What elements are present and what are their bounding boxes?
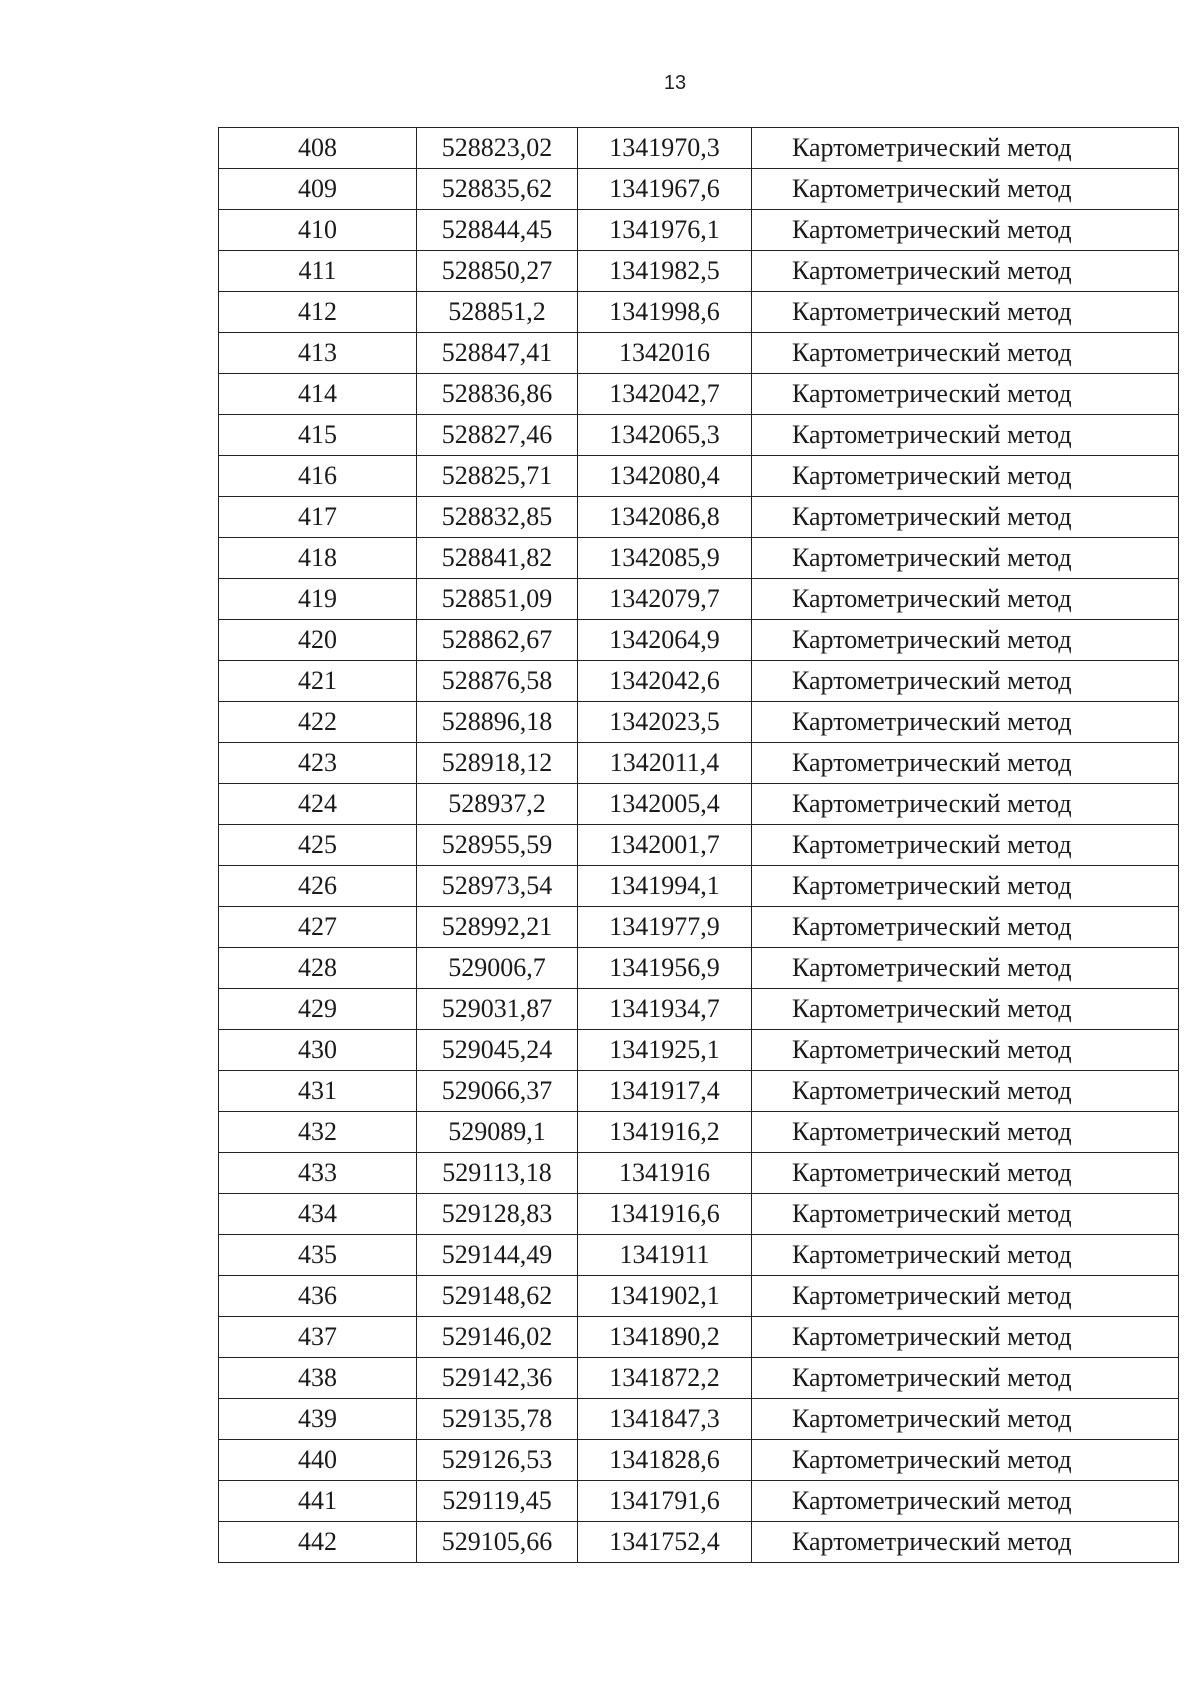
y-coordinate-cell: 1342086,8: [578, 497, 752, 538]
coordinates-table: [218, 127, 1179, 1563]
x-coordinate-cell: 528918,12: [417, 743, 578, 784]
point-number-cell: 438: [219, 1358, 417, 1399]
point-number-cell: 423: [219, 743, 417, 784]
method-cell: Картометрический метод: [752, 1399, 1179, 1440]
point-number-cell: 439: [219, 1399, 417, 1440]
x-coordinate-cell: 529128,83: [417, 1194, 578, 1235]
method-cell: Картометрический метод: [752, 1194, 1179, 1235]
x-coordinate-cell: 528851,2: [417, 292, 578, 333]
x-coordinate-cell: 528841,82: [417, 538, 578, 579]
method-cell: Картометрический метод: [752, 743, 1179, 784]
x-coordinate-cell: 528955,59: [417, 825, 578, 866]
x-coordinate-cell: 529066,37: [417, 1071, 578, 1112]
table-row: [219, 1481, 1179, 1522]
method-cell: Картометрический метод: [752, 1030, 1179, 1071]
table-row: [219, 538, 1179, 579]
method-cell: Картометрический метод: [752, 128, 1179, 169]
y-coordinate-cell: 1341994,1: [578, 866, 752, 907]
point-number-cell: 432: [219, 1112, 417, 1153]
table-row: [219, 825, 1179, 866]
y-coordinate-cell: 1341890,2: [578, 1317, 752, 1358]
y-coordinate-cell: 1341911: [578, 1235, 752, 1276]
method-cell: Картометрический метод: [752, 907, 1179, 948]
table-row: [219, 948, 1179, 989]
point-number-cell: 412: [219, 292, 417, 333]
point-number-cell: 431: [219, 1071, 417, 1112]
x-coordinate-cell: 528825,71: [417, 456, 578, 497]
x-coordinate-cell: 528835,62: [417, 169, 578, 210]
table-row: [219, 1194, 1179, 1235]
table-row: [219, 1276, 1179, 1317]
y-coordinate-cell: 1342079,7: [578, 579, 752, 620]
method-cell: Картометрический метод: [752, 497, 1179, 538]
x-coordinate-cell: 528937,2: [417, 784, 578, 825]
y-coordinate-cell: 1342042,7: [578, 374, 752, 415]
y-coordinate-cell: 1342011,4: [578, 743, 752, 784]
y-coordinate-cell: 1341977,9: [578, 907, 752, 948]
y-coordinate-cell: 1341967,6: [578, 169, 752, 210]
table-row: [219, 210, 1179, 251]
x-coordinate-cell: 529142,36: [417, 1358, 578, 1399]
method-cell: Картометрический метод: [752, 1481, 1179, 1522]
point-number-cell: 441: [219, 1481, 417, 1522]
method-cell: Картометрический метод: [752, 1522, 1179, 1563]
method-cell: Картометрический метод: [752, 702, 1179, 743]
table-row: [219, 1317, 1179, 1358]
method-cell: Картометрический метод: [752, 1112, 1179, 1153]
y-coordinate-cell: 1341956,9: [578, 948, 752, 989]
x-coordinate-cell: 528847,41: [417, 333, 578, 374]
x-coordinate-cell: 528851,09: [417, 579, 578, 620]
x-coordinate-cell: 529006,7: [417, 948, 578, 989]
table-row: [219, 497, 1179, 538]
table-row: [219, 907, 1179, 948]
x-coordinate-cell: 528862,67: [417, 620, 578, 661]
y-coordinate-cell: 1341934,7: [578, 989, 752, 1030]
point-number-cell: 425: [219, 825, 417, 866]
method-cell: Картометрический метод: [752, 415, 1179, 456]
method-cell: Картометрический метод: [752, 1071, 1179, 1112]
method-cell: Картометрический метод: [752, 1235, 1179, 1276]
point-number-cell: 440: [219, 1440, 417, 1481]
point-number-cell: 437: [219, 1317, 417, 1358]
x-coordinate-cell: 529148,62: [417, 1276, 578, 1317]
x-coordinate-cell: 529119,45: [417, 1481, 578, 1522]
y-coordinate-cell: 1341917,4: [578, 1071, 752, 1112]
y-coordinate-cell: 1341916: [578, 1153, 752, 1194]
x-coordinate-cell: 529045,24: [417, 1030, 578, 1071]
point-number-cell: 422: [219, 702, 417, 743]
y-coordinate-cell: 1342064,9: [578, 620, 752, 661]
point-number-cell: 418: [219, 538, 417, 579]
table-row: [219, 1399, 1179, 1440]
table-row: [219, 374, 1179, 415]
x-coordinate-cell: 529144,49: [417, 1235, 578, 1276]
table-row: [219, 333, 1179, 374]
table-row: [219, 1030, 1179, 1071]
x-coordinate-cell: 529113,18: [417, 1153, 578, 1194]
point-number-cell: 413: [219, 333, 417, 374]
table-row: [219, 1522, 1179, 1563]
method-cell: Картометрический метод: [752, 1440, 1179, 1481]
table-row: [219, 1112, 1179, 1153]
point-number-cell: 430: [219, 1030, 417, 1071]
point-number-cell: 411: [219, 251, 417, 292]
table-row: [219, 784, 1179, 825]
x-coordinate-cell: 528850,27: [417, 251, 578, 292]
point-number-cell: 417: [219, 497, 417, 538]
table-row: [219, 1358, 1179, 1399]
method-cell: Картометрический метод: [752, 1153, 1179, 1194]
x-coordinate-cell: 528844,45: [417, 210, 578, 251]
table-row: [219, 1153, 1179, 1194]
y-coordinate-cell: 1341872,2: [578, 1358, 752, 1399]
y-coordinate-cell: 1341976,1: [578, 210, 752, 251]
method-cell: Картометрический метод: [752, 579, 1179, 620]
table-row: [219, 1440, 1179, 1481]
point-number-cell: 429: [219, 989, 417, 1030]
method-cell: Картометрический метод: [752, 784, 1179, 825]
point-number-cell: 436: [219, 1276, 417, 1317]
method-cell: Картометрический метод: [752, 866, 1179, 907]
y-coordinate-cell: 1342005,4: [578, 784, 752, 825]
y-coordinate-cell: 1342016: [578, 333, 752, 374]
method-cell: Картометрический метод: [752, 948, 1179, 989]
x-coordinate-cell: 529089,1: [417, 1112, 578, 1153]
point-number-cell: 442: [219, 1522, 417, 1563]
y-coordinate-cell: 1341847,3: [578, 1399, 752, 1440]
table-row: [219, 456, 1179, 497]
x-coordinate-cell: 529126,53: [417, 1440, 578, 1481]
method-cell: Картометрический метод: [752, 210, 1179, 251]
y-coordinate-cell: 1341902,1: [578, 1276, 752, 1317]
x-coordinate-cell: 529031,87: [417, 989, 578, 1030]
table-row: [219, 1235, 1179, 1276]
point-number-cell: 421: [219, 661, 417, 702]
y-coordinate-cell: 1342001,7: [578, 825, 752, 866]
y-coordinate-cell: 1342065,3: [578, 415, 752, 456]
table-row: [219, 1071, 1179, 1112]
y-coordinate-cell: 1341828,6: [578, 1440, 752, 1481]
y-coordinate-cell: 1342085,9: [578, 538, 752, 579]
table-row: [219, 989, 1179, 1030]
table-row: [219, 866, 1179, 907]
table-row: [219, 661, 1179, 702]
x-coordinate-cell: 528823,02: [417, 128, 578, 169]
method-cell: Картометрический метод: [752, 538, 1179, 579]
method-cell: Картометрический метод: [752, 374, 1179, 415]
y-coordinate-cell: 1341752,4: [578, 1522, 752, 1563]
x-coordinate-cell: 529135,78: [417, 1399, 578, 1440]
point-number-cell: 434: [219, 1194, 417, 1235]
x-coordinate-cell: 528992,21: [417, 907, 578, 948]
y-coordinate-cell: 1341925,1: [578, 1030, 752, 1071]
x-coordinate-cell: 528973,54: [417, 866, 578, 907]
point-number-cell: 428: [219, 948, 417, 989]
y-coordinate-cell: 1341982,5: [578, 251, 752, 292]
method-cell: Картометрический метод: [752, 292, 1179, 333]
point-number-cell: 426: [219, 866, 417, 907]
table-row: [219, 579, 1179, 620]
point-number-cell: 427: [219, 907, 417, 948]
method-cell: Картометрический метод: [752, 456, 1179, 497]
method-cell: Картометрический метод: [752, 333, 1179, 374]
table-row: [219, 702, 1179, 743]
table-row: [219, 292, 1179, 333]
page-number: 13: [663, 72, 687, 94]
point-number-cell: 416: [219, 456, 417, 497]
method-cell: Картометрический метод: [752, 1358, 1179, 1399]
x-coordinate-cell: 528896,18: [417, 702, 578, 743]
point-number-cell: 409: [219, 169, 417, 210]
method-cell: Картометрический метод: [752, 1276, 1179, 1317]
method-cell: Картометрический метод: [752, 989, 1179, 1030]
y-coordinate-cell: 1341998,6: [578, 292, 752, 333]
coordinates-table-body: [219, 128, 1179, 1563]
method-cell: Картометрический метод: [752, 620, 1179, 661]
point-number-cell: 435: [219, 1235, 417, 1276]
table-row: [219, 128, 1179, 169]
table-row: [219, 620, 1179, 661]
y-coordinate-cell: 1341916,6: [578, 1194, 752, 1235]
point-number-cell: 415: [219, 415, 417, 456]
y-coordinate-cell: 1341970,3: [578, 128, 752, 169]
x-coordinate-cell: 528827,46: [417, 415, 578, 456]
x-coordinate-cell: 528836,86: [417, 374, 578, 415]
table-row: [219, 415, 1179, 456]
table-row: [219, 169, 1179, 210]
table-row: [219, 743, 1179, 784]
point-number-cell: 419: [219, 579, 417, 620]
y-coordinate-cell: 1341791,6: [578, 1481, 752, 1522]
method-cell: Картометрический метод: [752, 1317, 1179, 1358]
method-cell: Картометрический метод: [752, 825, 1179, 866]
point-number-cell: 408: [219, 128, 417, 169]
x-coordinate-cell: 529146,02: [417, 1317, 578, 1358]
y-coordinate-cell: 1341916,2: [578, 1112, 752, 1153]
y-coordinate-cell: 1342023,5: [578, 702, 752, 743]
x-coordinate-cell: 529105,66: [417, 1522, 578, 1563]
method-cell: Картометрический метод: [752, 661, 1179, 702]
table-row: [219, 251, 1179, 292]
method-cell: Картометрический метод: [752, 251, 1179, 292]
method-cell: Картометрический метод: [752, 169, 1179, 210]
y-coordinate-cell: 1342042,6: [578, 661, 752, 702]
x-coordinate-cell: 528832,85: [417, 497, 578, 538]
point-number-cell: 433: [219, 1153, 417, 1194]
y-coordinate-cell: 1342080,4: [578, 456, 752, 497]
point-number-cell: 410: [219, 210, 417, 251]
point-number-cell: 414: [219, 374, 417, 415]
x-coordinate-cell: 528876,58: [417, 661, 578, 702]
point-number-cell: 420: [219, 620, 417, 661]
point-number-cell: 424: [219, 784, 417, 825]
